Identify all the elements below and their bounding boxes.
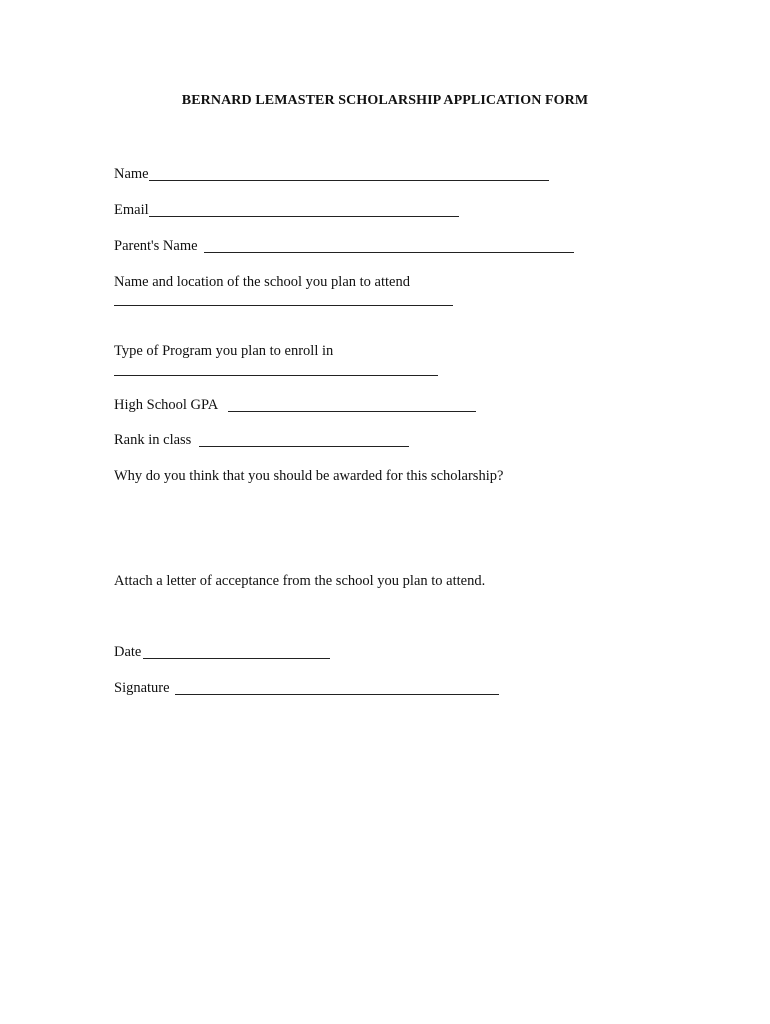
school-label: Name and location of the school you plan to attend: [114, 274, 410, 290]
name-field-line[interactable]: [149, 180, 549, 181]
email-label: Email: [114, 202, 149, 218]
program-field-line[interactable]: [114, 375, 438, 376]
signature-label: Signature: [114, 680, 170, 696]
parent-name-field-line[interactable]: [204, 252, 574, 253]
program-label: Type of Program you plan to enroll in: [114, 343, 334, 359]
rank-field-line[interactable]: [199, 446, 409, 447]
gpa-label: High School GPA: [114, 397, 219, 413]
parent-name-label: Parent's Name: [114, 238, 198, 254]
gpa-field-line[interactable]: [228, 411, 476, 412]
signature-field-line[interactable]: [175, 694, 499, 695]
form-title: BERNARD LEMASTER SCHOLARSHIP APPLICATION FORM: [181, 93, 589, 108]
email-field-line[interactable]: [149, 216, 459, 217]
date-field-line[interactable]: [143, 658, 330, 659]
school-field-line[interactable]: [114, 305, 453, 306]
why-question: Why do you think that you should be awarded for this scholarship?: [114, 468, 504, 484]
why-answer-area[interactable]: [114, 492, 534, 562]
name-label: Name: [114, 166, 149, 182]
date-label: Date: [114, 644, 142, 660]
attach-instruction: Attach a letter of acceptance from the school you plan to attend.: [114, 573, 486, 589]
rank-label: Rank in class: [114, 432, 192, 448]
